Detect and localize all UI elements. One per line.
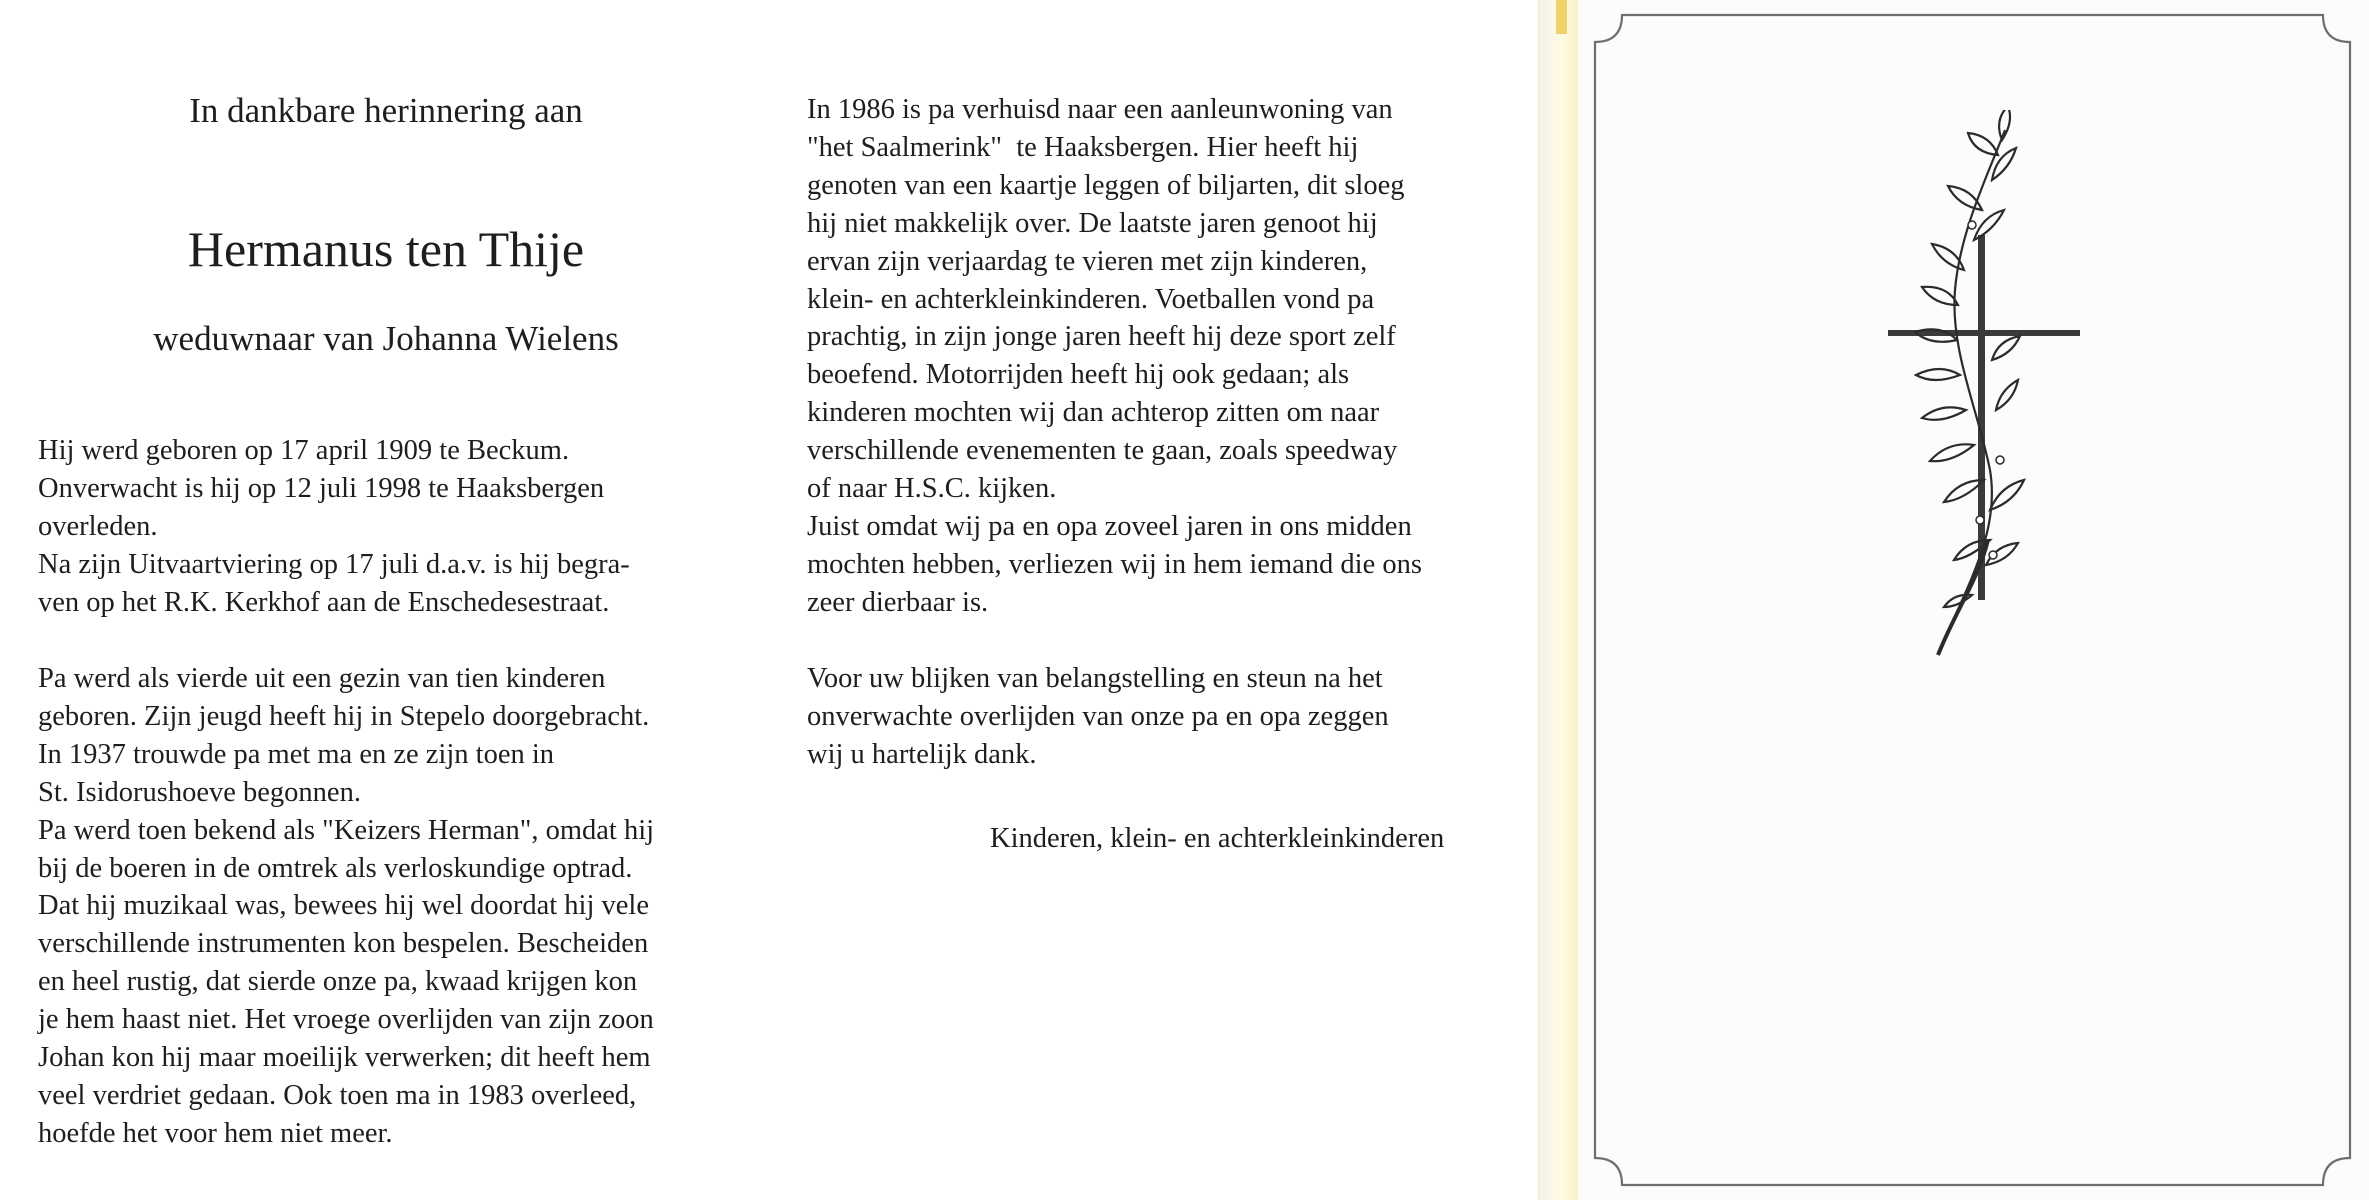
life-story-paragraph: Pa werd als vierde uit een gezin van tien kinderen geboren. Zijn jeugd heeft hij in Stepelo doorgebracht. In 1937 trouwde pa met ma en ze zijn toen in St. Isidorushoeve begonnen. Pa werd toen bekend als "Keizers Herman", omdat hij bij de boeren in de omtrek als verloskundige optrad. Dat hij muzikaal was, bewees hij wel doordat hij vele verschillende instrumenten kon bespelen. Bescheiden en heel rustig, dat sierde onze pa, kwaad krijgen kon je hem haast niet. Het vroege overlijden van zijn zoon Johan kon hij maar moeilijk verwerken; dit heeft hem veel verdriet gedaan. Ook toen ma in 1983 overleed, hoefde het voor hem niet meer. <box>38 663 655 1149</box>
birth-death-paragraph: Hij werd geboren op 17 april 1909 te Beckum. Onverwacht is hij op 12 juli 1998 te Haaksbergen overleden. Na zijn Uitvaartviering op 17 juli d.a.v. is hij begra- ven op het R.K. Kerkhof aan de Enschedesestraat. <box>38 435 630 618</box>
intro-line: In dankbare herinnering aan <box>189 91 583 130</box>
later-years-paragraph: In 1986 is pa verhuisd naar een aanleunwoning van "het Saalmerink" te Haaksbergen. Hier heeft hij genoten van een kaartje leggen of biljarten, dit sloeg hij niet makkelijk over. De laatste jaren genoot hij ervan zijn verjaardag te vieren met zijn kinderen, klein- en achterkleinkinderen. Voetballen vond pa prachtig, in zijn jonge jaren heeft hij deze sport zelf beoefend. Motorrijden heeft hij ook gedaan; als kinderen mochten wij dan achterop zitten om naar verschillende evenementen te gaan, zoals speedway of naar H.S.C. kijken. Juist omdat wij pa en opa zoveel jaren in ons midden mochten hebben, verliezen wij in hem iemand die ons zeer dierbaar is. <box>807 94 1422 618</box>
widow-line: weduwnaar van Johanna Wielens <box>153 319 619 358</box>
tape-mark <box>1556 0 1567 34</box>
thank-you-paragraph: Voor uw blijken van belangstelling en steun na het onverwachte overlijden van onze pa en opa zeggen wij u hartelijk dank. <box>807 663 1389 770</box>
olive-fruits <box>1968 221 2004 559</box>
deceased-name: Hermanus ten Thije <box>187 221 585 277</box>
signature-line: Kinderen, klein- en achterkleinkinderen <box>990 823 1445 854</box>
cross-with-olive-branch-icon <box>1860 110 2100 670</box>
olive-branch-icon <box>1915 110 2024 655</box>
card-fold <box>1538 0 1579 1200</box>
